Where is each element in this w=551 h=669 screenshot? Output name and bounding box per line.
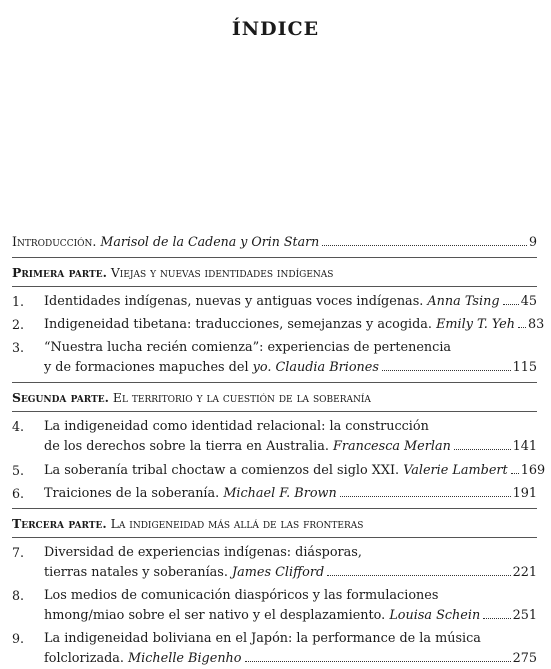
toc-entry[interactable]	[12, 484, 537, 504]
chapter-title: “Nuestra lucha recién comienza”: experiencias de pertenencia	[44, 340, 452, 355]
leader-dots	[245, 661, 511, 662]
leader-dots	[340, 496, 511, 497]
toc-entry[interactable]	[12, 461, 546, 481]
chapter-author: Francesca Merlan	[333, 439, 451, 454]
page-number: 115	[512, 360, 537, 375]
chapter-number: 1.	[12, 294, 25, 309]
chapter-title: La indigeneidad boliviana en el Japón: la performance de la música	[44, 631, 481, 646]
chapter-title-cont: hmong/miao sobre el ser nativo y el desplazamiento.	[44, 608, 386, 623]
part-heading	[12, 264, 537, 282]
page-title: ÍNDICE	[231, 18, 320, 40]
page-number: 221	[512, 565, 537, 580]
chapter-author: Claudia Briones	[275, 360, 379, 375]
chapter-number: 7.	[12, 545, 25, 560]
chapter-author: Emily T. Yeh	[436, 317, 515, 332]
chapter-number: 5.	[12, 463, 25, 478]
divider	[12, 411, 537, 412]
chapter-title: Los medios de comunicación diaspóricos y las formulaciones	[44, 588, 439, 603]
chapter-author: Valerie Lambert	[403, 463, 508, 478]
page-number: 141	[512, 439, 537, 454]
leader-dots	[327, 575, 510, 576]
part-label: Segunda parte.	[12, 390, 109, 405]
divider	[12, 508, 537, 509]
page-number: 275	[512, 651, 537, 666]
leader-dots	[322, 245, 527, 246]
divider	[12, 382, 537, 383]
chapter-number: 4.	[12, 419, 25, 434]
part-label: Tercera parte.	[12, 516, 107, 531]
toc-intro-entry[interactable]	[12, 232, 537, 252]
part-title: Viejas y nuevas identidades indígenas	[110, 265, 334, 280]
toc-entry[interactable]	[12, 629, 537, 669]
chapter-title-cont: tierras natales y soberanías.	[44, 565, 228, 580]
page-number: 191	[512, 486, 537, 501]
leader-dots	[483, 618, 510, 619]
divider	[12, 537, 537, 538]
chapter-number: 2.	[12, 317, 25, 332]
leader-dots	[511, 473, 519, 474]
toc-entry[interactable]	[12, 417, 537, 457]
toc-entry[interactable]	[12, 338, 537, 378]
leader-dots	[454, 449, 511, 450]
chapter-author: Michelle Bigenho	[128, 651, 242, 666]
chapter-title: La soberanía tribal choctaw a comienzos del siglo XXI.	[44, 463, 400, 478]
intro-label: Introducción.	[12, 234, 97, 249]
toc-entry[interactable]	[12, 292, 537, 312]
part-title: La indigeneidad más allá de las fronteras	[110, 516, 364, 531]
chapter-author: Michael F. Brown	[223, 486, 337, 501]
page-number: 169	[520, 463, 546, 478]
chapter-number: 3.	[12, 340, 25, 355]
page-number: 9	[528, 234, 537, 249]
chapter-title-italic: yo.	[252, 360, 272, 375]
page-number: 45	[520, 294, 537, 309]
chapter-author: Louisa Schein	[389, 608, 481, 623]
chapter-number: 8.	[12, 588, 25, 603]
toc-entry[interactable]	[12, 543, 537, 583]
part-heading	[12, 389, 537, 407]
divider	[12, 257, 537, 258]
leader-dots	[382, 370, 511, 371]
chapter-title: Traiciones de la soberanía.	[44, 486, 220, 501]
chapter-title-cont: de los derechos sobre la tierra en Australia.	[44, 439, 329, 454]
chapter-number: 9.	[12, 631, 25, 646]
toc-entry[interactable]	[12, 315, 545, 335]
page-number: 83	[527, 317, 545, 332]
chapter-title: Diversidad de experiencias indígenas: diásporas,	[44, 545, 362, 560]
divider	[12, 286, 537, 287]
part-heading	[12, 515, 537, 533]
page-number: 251	[512, 608, 537, 623]
chapter-author: James Clifford	[232, 565, 325, 580]
chapter-author: Anna Tsing	[427, 294, 500, 309]
chapter-title-cont: folclorizada.	[44, 651, 124, 666]
toc-entry[interactable]	[12, 586, 537, 626]
part-title: El territorio y la cuestión de la soberanía	[112, 390, 371, 405]
chapter-number: 6.	[12, 486, 25, 501]
chapter-title: Identidades indígenas, nuevas y antiguas voces indígenas.	[44, 294, 424, 309]
leader-dots	[518, 327, 526, 328]
leader-dots	[503, 304, 519, 305]
chapter-title: La indigeneidad como identidad relacional: la construcción	[44, 419, 429, 434]
chapter-title: Indigeneidad tibetana: traducciones, semejanzas y acogida.	[44, 317, 432, 332]
part-label: Primera parte.	[12, 265, 107, 280]
chapter-title-cont: y de formaciones mapuches del	[44, 360, 249, 375]
intro-authors: Marisol de la Cadena y Orin Starn	[100, 234, 320, 249]
